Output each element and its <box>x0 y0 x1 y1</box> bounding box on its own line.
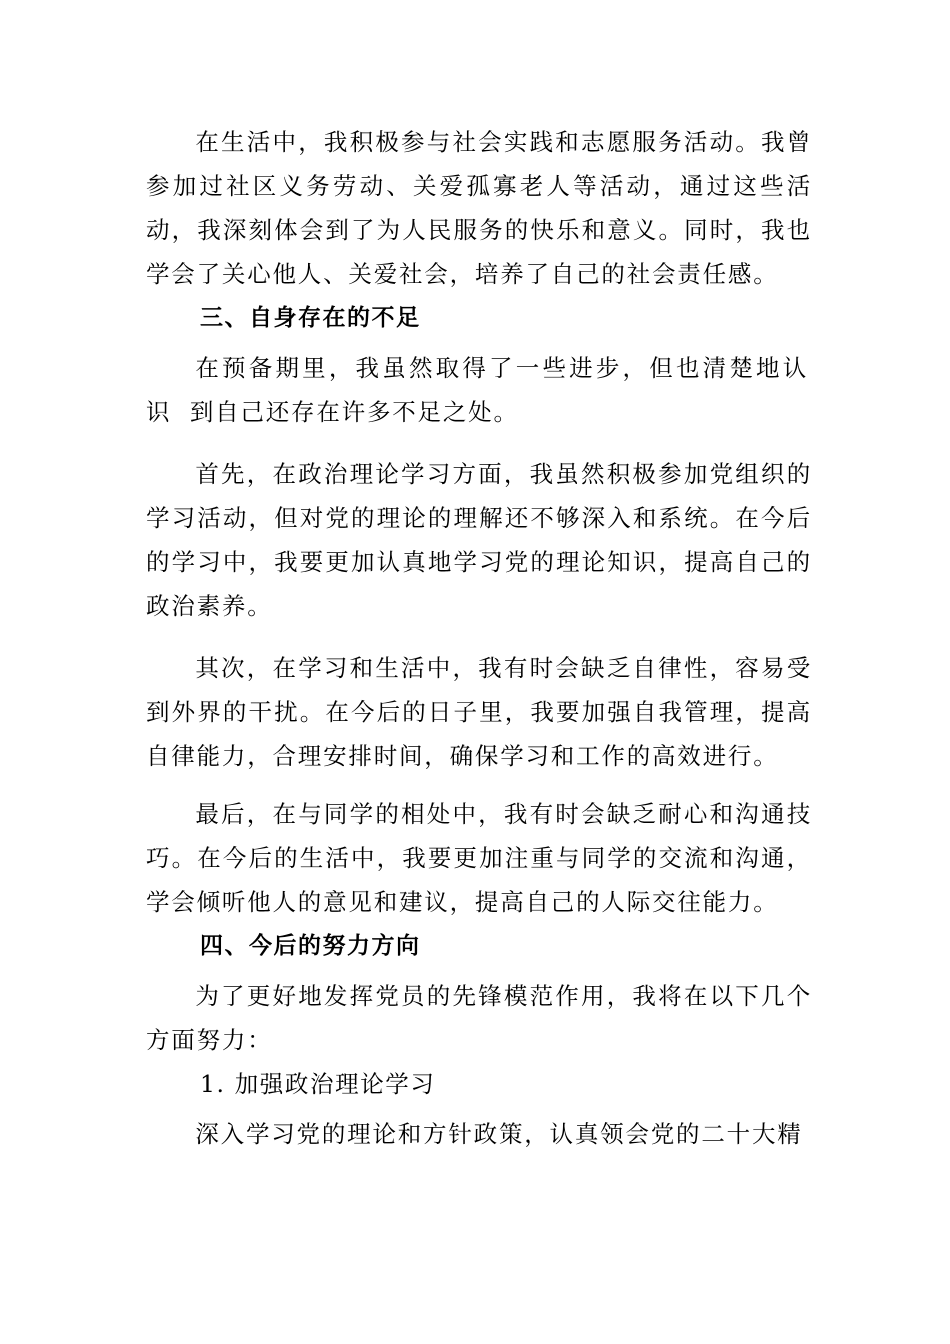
paragraph-probation-line-1: 在预备期里，我虽然取得了一些进步，但也清楚地认 <box>195 354 810 382</box>
section-heading-shortcomings: 三、自身存在的不足 <box>200 305 421 331</box>
paragraph-communication: 最后，在与同学的相处中，我有时会缺乏耐心和沟通技巧。在今后的生活中，我要更加注重与同学的交流和沟通，学会倾听他人的意见和建议，提高自己的人际交往能力。 <box>146 800 812 916</box>
list-item-political-study: 1. 加强政治理论学习 <box>200 1070 436 1098</box>
paragraph-self-discipline: 其次，在学习和生活中，我有时会缺乏自律性，容易受到外界的干扰。在今后的日子里，我要加强自我管理，提高自律能力，合理安排时间，确保学习和工作的高效进行。 <box>146 654 812 770</box>
section-heading-future-direction: 四、今后的努力方向 <box>200 933 421 959</box>
paragraph-study-party-theory: 深入学习党的理论和方针政策，认真领会党的二十大精 <box>195 1120 803 1148</box>
paragraph-probation-line-2: 识 到自己还存在许多不足之处。 <box>146 398 519 426</box>
paragraph-political-theory: 首先，在政治理论学习方面，我虽然积极参加党组织的学习活动，但对党的理论的理解还不够深入和系统。在今后的学习中，我要更加认真地学习党的理论知识，提高自己的政治素养。 <box>146 460 812 620</box>
paragraph-social-practice: 在生活中，我积极参与社会实践和志愿服务活动。我曾参加过社区义务劳动、关爱孤寡老人等活动，通过这些活动，我深刻体会到了为人民服务的快乐和意义。同时，我也学会了关心他人、关爱社会，培养了自己的社会责任感。 <box>146 128 812 288</box>
document-body <box>146 120 812 1156</box>
paragraph-probation-intro <box>146 346 812 434</box>
paragraph-future-intro: 为了更好地发挥党员的先锋模范作用，我将在以下几个方面努力： <box>146 982 812 1054</box>
